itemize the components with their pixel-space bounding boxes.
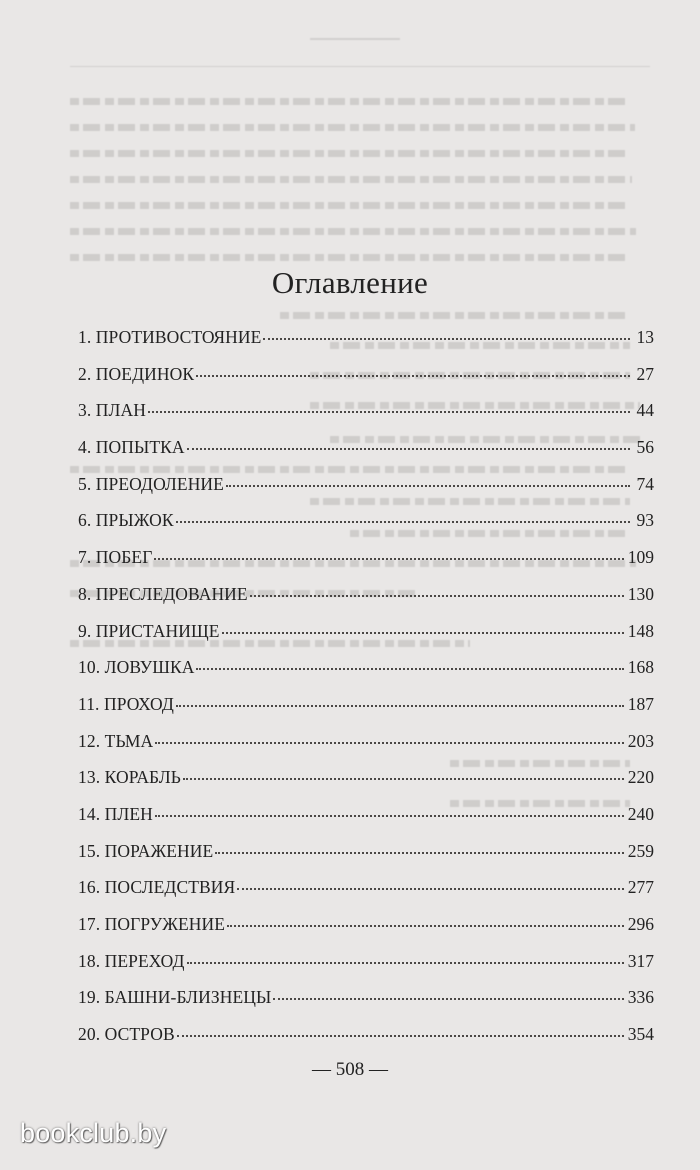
toc-entry <box>78 510 654 547</box>
toc-entry-page-number: 187 <box>627 693 654 714</box>
toc-entry <box>78 914 654 951</box>
toc-entry-page-number: 354 <box>627 1024 654 1045</box>
toc-entry-label: 8. ПРЕСЛЕДОВАНИЕ <box>78 583 248 604</box>
toc-entry <box>78 437 654 474</box>
toc-dot-leader <box>187 448 630 450</box>
toc-entry-page-number: 13 <box>636 327 654 347</box>
toc-dot-leader <box>183 778 624 780</box>
toc-entry-label: 14. ПЛЕН <box>78 803 153 824</box>
toc-entry <box>78 584 654 621</box>
toc-entry <box>78 804 654 841</box>
table-of-contents-list <box>78 327 654 1061</box>
toc-entry-label: 15. ПОРАЖЕНИЕ <box>78 840 214 861</box>
toc-entry-label: 3. ПЛАН <box>78 400 146 421</box>
toc-entry-label: 11. ПРОХОД <box>78 693 174 714</box>
toc-entry <box>78 621 654 658</box>
toc-dot-leader <box>155 742 623 744</box>
toc-dot-leader <box>196 668 623 670</box>
toc-entry-label: 1. ПРОТИВОСТОЯНИЕ <box>78 327 262 347</box>
toc-entry-label: 20. ОСТРОВ <box>78 1024 175 1045</box>
toc-entry-label: 16. ПОСЛЕДСТВИЯ <box>78 877 236 898</box>
toc-entry-label: 6. ПРЫЖОК <box>78 510 174 531</box>
toc-dot-leader <box>263 338 630 340</box>
watermark-text: bookclub.by <box>20 1118 167 1148</box>
toc-entry-page-number: 336 <box>627 987 654 1008</box>
toc-entry-label: 9. ПРИСТАНИЩЕ <box>78 620 220 641</box>
toc-entry-label: 12. ТЬМА <box>78 730 154 751</box>
toc-entry <box>78 951 654 988</box>
bleed-through-header <box>70 36 650 76</box>
toc-dot-leader <box>227 925 624 927</box>
toc-dot-leader <box>226 485 630 487</box>
toc-entry-label: 18. ПЕРЕХОД <box>78 950 185 971</box>
toc-entry-label: 2. ПОЕДИНОК <box>78 363 195 384</box>
toc-entry-label: 5. ПРЕОДОЛЕНИЕ <box>78 473 224 494</box>
toc-entry <box>78 400 654 437</box>
toc-entry <box>78 987 654 1024</box>
toc-entry-page-number: 296 <box>627 914 654 934</box>
toc-entry-page-number: 240 <box>627 803 654 824</box>
toc-dot-leader <box>148 411 630 413</box>
toc-entry <box>78 657 654 694</box>
toc-entry-page-number: 130 <box>627 583 654 604</box>
toc-dot-leader <box>176 521 630 523</box>
toc-entry-label: 7. ПОБЕГ <box>78 547 153 568</box>
toc-entry <box>78 327 654 364</box>
toc-entry-page-number: 317 <box>627 950 654 971</box>
toc-entry-label: 10. ЛОВУШКА <box>78 657 195 678</box>
table-of-contents-title: Оглавление <box>271 265 429 300</box>
toc-entry-page-number: 93 <box>636 510 654 531</box>
toc-dot-leader <box>196 375 630 377</box>
toc-entry-label: 17. ПОГРУЖЕНИЕ <box>78 914 226 934</box>
toc-entry-page-number: 168 <box>627 657 654 678</box>
toc-entry-page-number: 203 <box>627 730 654 751</box>
toc-entry <box>78 1024 654 1061</box>
toc-entry-label: 19. БАШНИ-БЛИЗНЕЦЫ <box>78 987 272 1008</box>
toc-entry-page-number: 277 <box>627 877 654 898</box>
toc-entry-page-number: 56 <box>636 437 654 458</box>
toc-entry-page-number: 74 <box>636 473 654 494</box>
toc-entry-page-number: 220 <box>627 767 654 788</box>
toc-entry <box>78 547 654 584</box>
toc-dot-leader <box>176 705 624 707</box>
toc-entry <box>78 767 654 804</box>
toc-entry-page-number: 109 <box>627 547 654 568</box>
toc-dot-leader <box>187 962 624 964</box>
toc-dot-leader <box>177 1035 624 1037</box>
page-number: — 508 — <box>312 1059 388 1080</box>
toc-entry <box>78 474 654 511</box>
toc-entry <box>78 841 654 878</box>
toc-entry-label: 13. КОРАБЛЬ <box>78 767 181 788</box>
toc-entry <box>78 364 654 401</box>
toc-dot-leader <box>273 998 623 1000</box>
toc-entry-page-number: 259 <box>627 840 654 861</box>
toc-dot-leader <box>222 632 624 634</box>
toc-entry-page-number: 27 <box>636 363 654 384</box>
toc-entry <box>78 694 654 731</box>
toc-entry <box>78 731 654 768</box>
toc-entry-label: 4. ПОПЫТКА <box>78 437 185 458</box>
toc-entry <box>78 877 654 914</box>
toc-dot-leader <box>250 595 624 597</box>
toc-dot-leader <box>155 815 624 817</box>
toc-dot-leader <box>215 852 623 854</box>
toc-dot-leader <box>237 888 623 890</box>
toc-entry-page-number: 148 <box>627 620 654 641</box>
toc-dot-leader <box>154 558 623 560</box>
toc-entry-page-number: 44 <box>636 400 654 421</box>
